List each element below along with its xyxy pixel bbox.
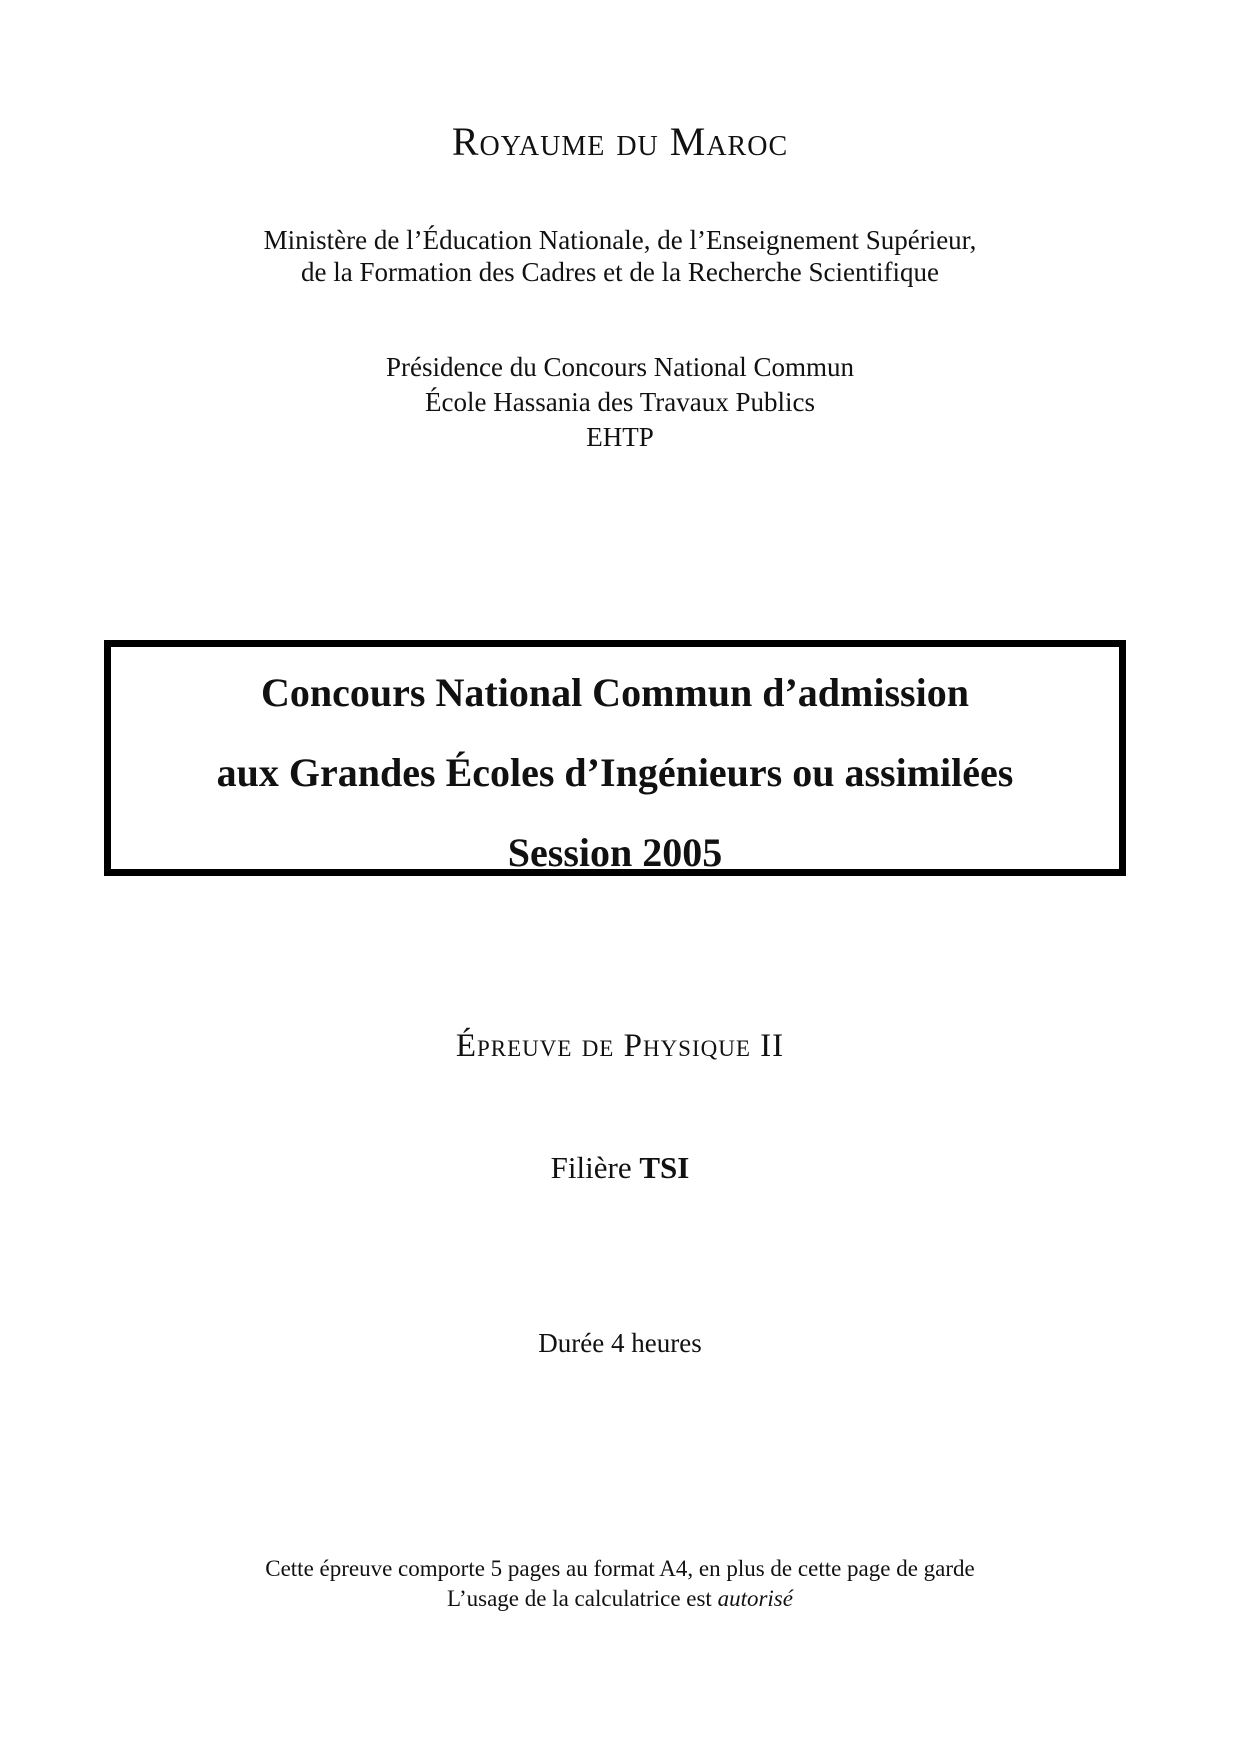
exam-duration: Durée 4 heures bbox=[538, 1328, 702, 1358]
ministry-line-1: Ministère de l’Éducation Nationale, de l’Enseignement Supérieur, bbox=[263, 225, 977, 255]
exam-title: Épreuve de Physique II bbox=[455, 1028, 785, 1064]
calculator-status: autorisé bbox=[717, 1586, 793, 1611]
kingdom-title: Royaume du Maroc bbox=[451, 119, 789, 164]
ministry-block bbox=[0, 224, 1240, 288]
presidency-block bbox=[0, 350, 1240, 455]
ministry-line-2: de la Formation des Cadres et de la Recherche Scientifique bbox=[300, 257, 940, 287]
track-line bbox=[0, 1150, 1240, 1186]
contest-title-line-1: Concours National Commun d’admission bbox=[261, 670, 969, 715]
presidency-line: Présidence du Concours National Commun bbox=[386, 352, 854, 382]
session-year: Session 2005 bbox=[507, 830, 723, 875]
footer-notes bbox=[0, 1554, 1240, 1614]
track-prefix: Filière bbox=[550, 1150, 632, 1185]
contest-title-box bbox=[104, 640, 1126, 876]
calculator-prefix: L’usage de la calculatrice est bbox=[447, 1586, 712, 1611]
school-abbreviation: EHTP bbox=[586, 422, 654, 452]
track-name: TSI bbox=[639, 1150, 690, 1185]
calculator-note bbox=[0, 1584, 1240, 1614]
school-name: École Hassania des Travaux Publics bbox=[425, 387, 815, 417]
contest-title-line-2: aux Grandes Écoles d’Ingénieurs ou assimilées bbox=[216, 750, 1014, 795]
pages-note: Cette épreuve comporte 5 pages au format A4, en plus de cette page de garde bbox=[265, 1556, 975, 1581]
